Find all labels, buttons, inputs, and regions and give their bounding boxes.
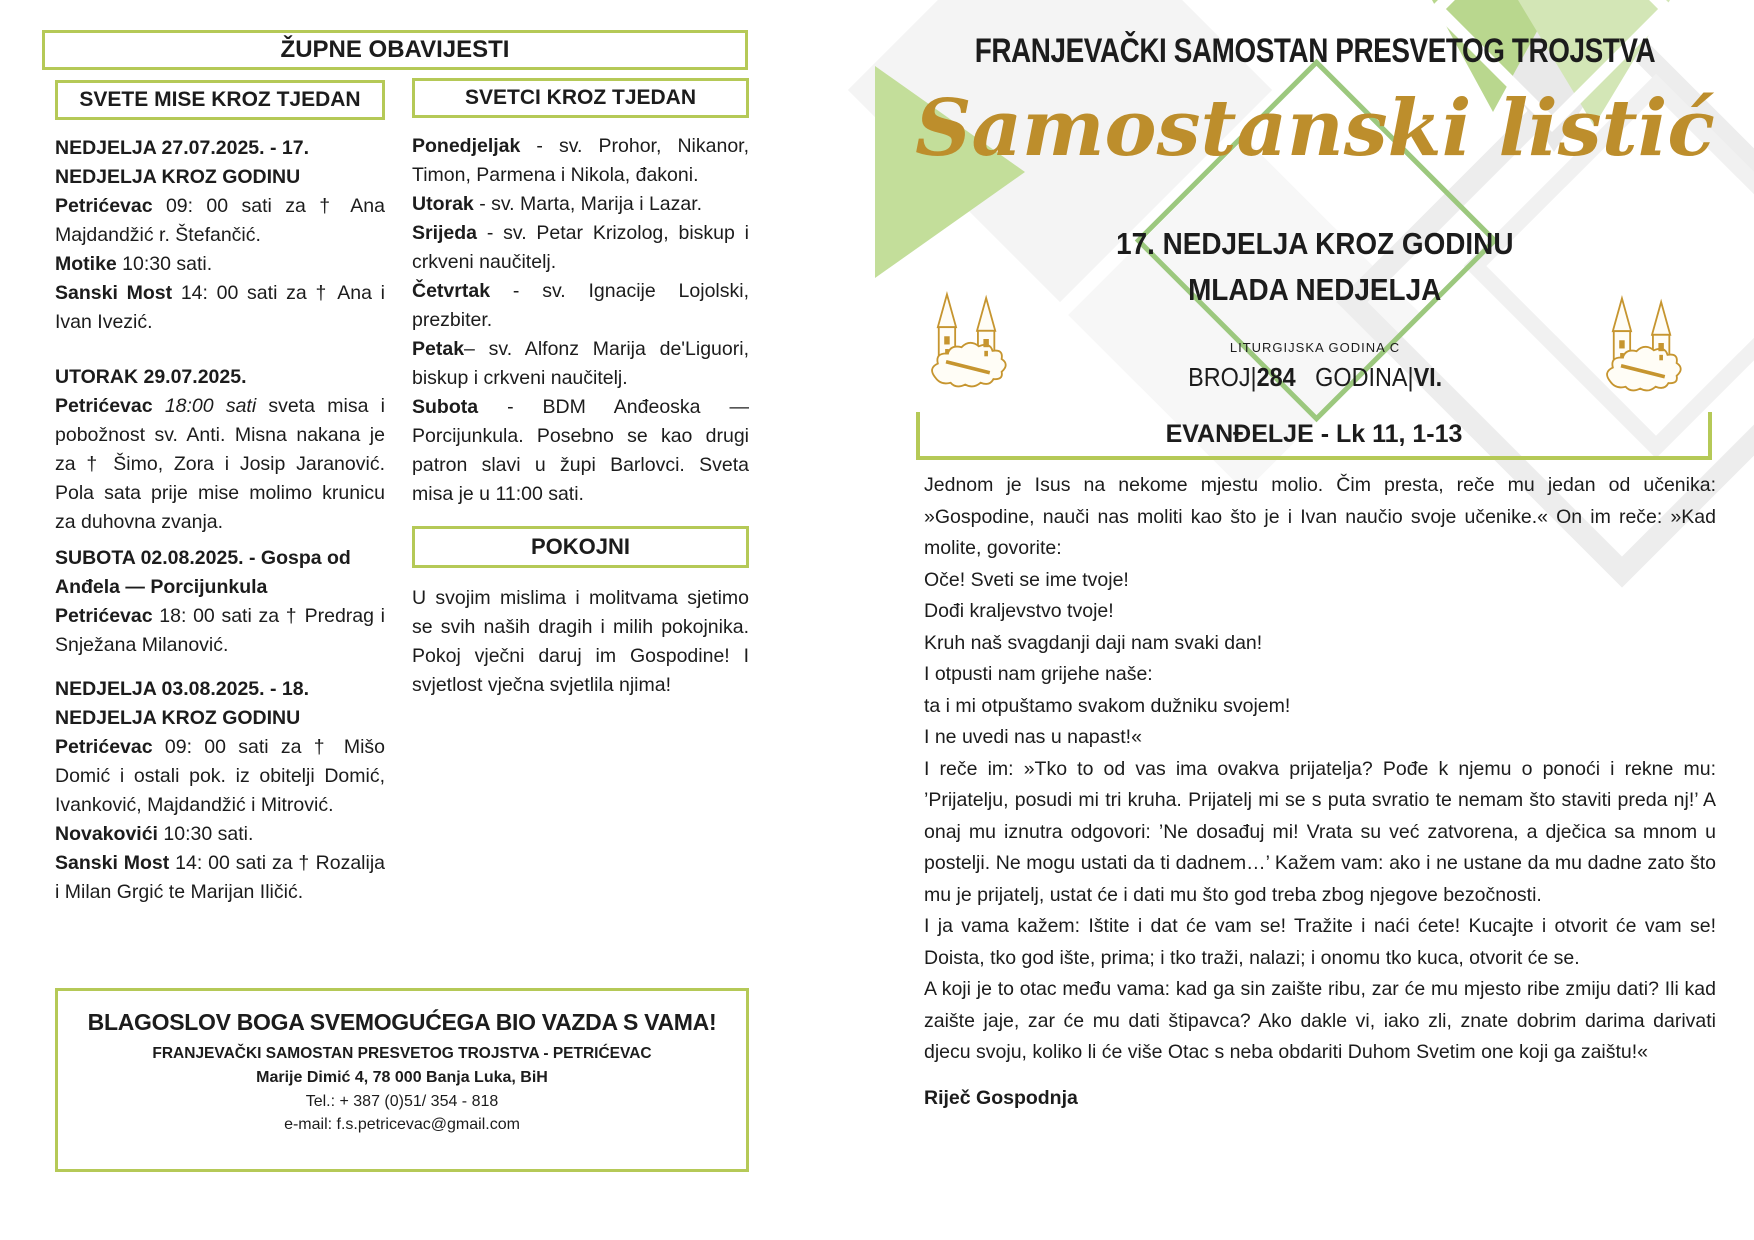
text-segment: Ponedjeljak [412, 135, 521, 157]
footer-blessing: BLAGOSLOV BOGA SVEMOGUĆEGA BIO VAZDA S VAMA! [87, 1009, 717, 1035]
sunday-subtitle-text: MLADA NEDJELJA [1188, 272, 1442, 307]
sunday-title-text: 17. NEDJELJA KROZ GODINU [1116, 226, 1514, 261]
mass-block [55, 675, 385, 907]
gospel-paragraph: Dođi kraljevstvo tvoje! [924, 600, 1114, 622]
text-segment [153, 395, 165, 417]
saint-entry [412, 277, 749, 335]
issue-label: BROJ| [1187, 362, 1257, 392]
text-segment: Srijeda [412, 222, 478, 244]
mass-block [55, 363, 385, 537]
church-towers-emblem-icon [1601, 292, 1683, 399]
text-segment: Petak [412, 338, 465, 360]
parish-announcements-title: ŽUPNE OBAVIJESTI [42, 30, 748, 70]
church-towers-emblem-icon [926, 288, 1008, 395]
footer-monastery: FRANJEVAČKI SAMOSTAN PRESVETOG TROJSTVA - PETRIĆEVAC [152, 1045, 652, 1062]
text-segment: sveta misa i pobožnost sv. Anti. Misna nakana je za † Šimo, Zora i Josip Jaranović. Pola sata prije mise molimo krunicu za duhovna zvanja. [55, 395, 385, 533]
text-segment: Petrićevac [55, 395, 153, 417]
mass-entry [55, 849, 385, 907]
mass-entry [55, 392, 385, 537]
mass-block-heading: SUBOTA 02.08.2025. - Gospa od Anđela — Porcijunkula [55, 547, 351, 598]
mass-blocks [55, 134, 385, 907]
saint-entry [412, 393, 749, 509]
text-segment: 10:30 sati. [157, 823, 254, 845]
text-segment: Petrićevac [55, 195, 153, 217]
text-segment: - sv. Prohor, Nikanor, Timon, Parmena i Nikola, đakoni. [412, 135, 749, 186]
text-segment: 09: 00 sati za † Ana Majdandžić r. Štefančić. [55, 195, 385, 246]
text-segment: 18:00 sati [164, 395, 257, 417]
mass-entry [55, 250, 385, 279]
text-segment: – sv. Alfonz Marija de'Liguori, biskup i crkveni naučitelj. [412, 338, 749, 389]
bulletin-footer [55, 988, 749, 1172]
mass-block-heading: NEDJELJA 03.08.2025. - 18. NEDJELJA KROZ GODINU [55, 678, 310, 729]
saints-column [412, 78, 749, 700]
gospel-paragraph: I ne uvedi nas u napast!« [924, 726, 1142, 748]
mass-entry [55, 820, 385, 849]
deceased-text: U svojim mislima i molitvama sjetimo se svih naših dragih i milih pokojnika. Pokoj vječni daruj im Gospodine! I svjetlost vječna svjetlila njima! [412, 587, 749, 696]
masses-column [55, 80, 385, 922]
footer-address: Marije Dimić 4, 78 000 Banja Luka, BiH [256, 1069, 548, 1086]
text-segment: Utorak [412, 193, 474, 215]
gospel-paragraph: A koji je to otac među vama: kad ga sin zaište ribu, zar će mu mjesto ribe zmiju dati? Ili kad zaište jaje, zar će mu dati štipavca? Ako dakle vi, iako zli, znate dobrim darima darivati djecu svoju, koliko li će više Otac s neba obdariti Duhom Svetim one koji ga zaištu!« [924, 978, 1716, 1063]
issue-number: 284 [1256, 362, 1296, 392]
text-segment: Novakovići [55, 823, 158, 845]
saints-heading: SVETCI KROZ TJEDAN [412, 78, 749, 118]
monastery-title [876, 32, 1754, 71]
sunday-title [876, 226, 1754, 262]
masses-heading: SVETE MISE KROZ TJEDAN [55, 80, 385, 120]
year-label: GODINA| [1315, 362, 1414, 392]
gospel-paragraph: Kruh naš svagdanji daji nam svaki dan! [924, 631, 1263, 654]
text-segment: Motike [55, 253, 117, 275]
deceased-heading: POKOJNI [412, 526, 749, 568]
text-segment: 09: 00 sati za † Mišo Domić i ostali pok. iz obitelji Domić, Ivanković, Majdandžić i Mitrović. [55, 736, 385, 816]
mass-entry [55, 733, 385, 820]
gospel-paragraph: ta i mi otpuštamo svakom dužniku svojem! [924, 694, 1291, 717]
saint-entry [412, 219, 749, 277]
front-page [820, 0, 1754, 1240]
mass-entry [55, 192, 385, 250]
gospel-paragraph: I ja vama kažem: Ištite i dat će vam se! Tražite i naći ćete! Kucajte i otvorit će vam se! Doista, tko god ište, prima; i tko traži, nalazi; i onomu tko kuca, otvorit će se. [924, 915, 1716, 969]
text-segment: 10:30 sati. [116, 253, 213, 275]
text-segment: Sanski Most [55, 282, 173, 304]
mass-block [55, 134, 385, 337]
gospel-heading: EVANĐELJE - Lk 11, 1-13 [916, 412, 1712, 460]
saint-entry [412, 132, 749, 190]
text-segment: 18: 00 sati za † Predrag i Snježana Milanović. [55, 605, 385, 656]
issue-line-text [1188, 362, 1442, 393]
footer-phone: Tel.: + 387 (0)51/ 354 - 818 [305, 1093, 499, 1110]
text-segment: Subota [412, 396, 479, 418]
liturgical-year: LITURGIJSKA GODINA C [1229, 340, 1401, 355]
gospel-paragraph: Oče! Sveti se ime tvoje! [924, 568, 1129, 591]
saint-entry [412, 335, 749, 393]
text-segment: - sv. Marta, Marija i Lazar. [473, 193, 703, 215]
gospel-text [924, 470, 1716, 1114]
saint-entries [412, 132, 749, 509]
text-segment: Petrićevac [55, 605, 153, 627]
mass-block [55, 544, 385, 660]
bulletin-script-title: Samostanski listić [915, 83, 1715, 174]
year-number: VI. [1413, 362, 1443, 392]
text-segment: Sanski Most [55, 852, 170, 874]
text-segment: - sv. Petar Krizolog, biskup i crkveni naučitelj. [412, 222, 749, 273]
gospel-paragraph: I reče im: »Tko to od vas ima ovakva prijatelja? Pođe k njemu o ponoći i rekne mu: ’Prijatelju, posudi mi tri kruha. Prijatelj mi se s puta svratio te nemam što staviti preda nj!’ A onaj mu iznutra odgovori: ’Ne dosađuj mi! Vrata su već zatvorena, a dječica sa mnom u postelji. Ne mogu ustati da ti dadnem…’ Kažem vam: ako i ne ustane da mu dadne zato što mu je prijatelj, ustat će i dati mu što god treba zbog njegove bezočnosti. [924, 757, 1716, 906]
gospel-paragraphs [924, 470, 1716, 1069]
text-segment: Petrićevac [55, 736, 153, 758]
monastery-title-text: FRANJEVAČKI SAMOSTAN PRESVETOG TROJSTVA [974, 32, 1656, 70]
mass-block-heading: UTORAK 29.07.2025. [55, 366, 247, 388]
text-segment: 14: 00 sati za † Rozalija i Milan Grgić te Marijan Iličić. [55, 852, 385, 903]
gospel-closing: Riječ Gospodnja [924, 1086, 1078, 1109]
text-segment: Četvrtak [412, 280, 491, 302]
mass-entry [55, 279, 385, 337]
text-segment: - sv. Ignacije Lojolski, prezbiter. [412, 280, 749, 331]
saint-entry [412, 190, 749, 219]
mass-entry [55, 602, 385, 660]
text-segment: - BDM Anđeoska — Porcijunkula. Posebno se kao drugi patron slavi u župi Barlovci. Sveta misa je u 11:00 sati. [412, 396, 749, 505]
text-segment: 14: 00 sati za † Ana i Ivan Ivezić. [55, 282, 385, 333]
gospel-paragraph: Jednom je Isus na nekome mjestu molio. Čim presta, reče mu jedan od učenika: »Gospodine, nauči nas moliti kao što je i Ivan naučio svoje učenike.« On im reče: »Kad molite, govorite: [924, 474, 1716, 559]
mass-block-heading: NEDJELJA 27.07.2025. - 17. NEDJELJA KROZ GODINU [55, 137, 310, 188]
gospel-paragraph: I otpusti nam grijehe naše: [924, 663, 1153, 685]
footer-email: e-mail: f.s.petricevac@gmail.com [284, 1116, 520, 1133]
issue-spacer [1296, 362, 1316, 392]
